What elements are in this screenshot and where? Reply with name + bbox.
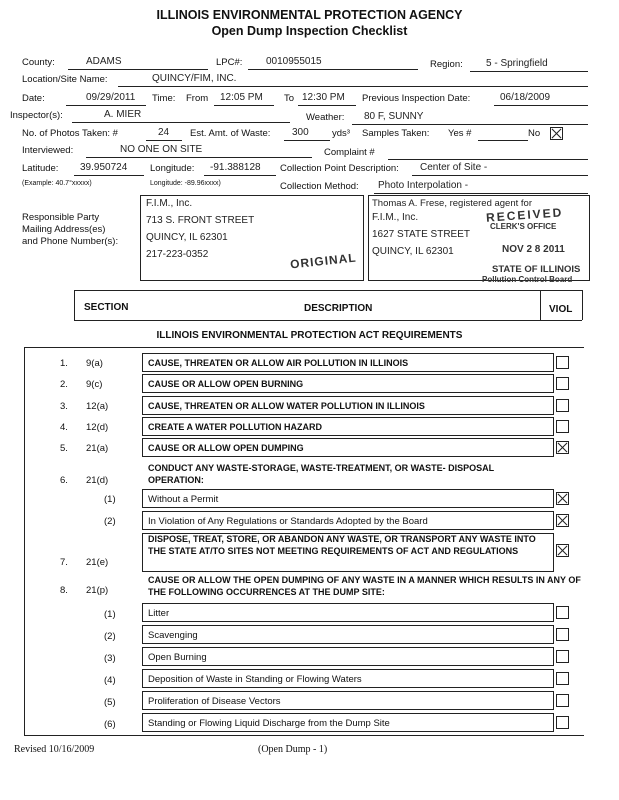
row-2-section: 9(c) bbox=[86, 379, 103, 390]
page-title: Open Dump Inspection Checklist bbox=[211, 24, 408, 38]
date-label: Date: bbox=[22, 93, 45, 104]
weather-value: 80 F, SUNNY bbox=[364, 111, 424, 122]
collection-point-label: Collection Point Description: bbox=[280, 163, 399, 174]
row-8-6-description: Standing or Flowing Liquid Discharge from the Dump Site bbox=[148, 718, 390, 729]
latitude-example bbox=[22, 180, 92, 187]
party2-line-4: QUINCY, IL 62301 bbox=[372, 246, 454, 257]
samples-yes-underline bbox=[478, 140, 528, 141]
row-5-checkbox[interactable] bbox=[556, 441, 569, 454]
collection-method-label: Collection Method: bbox=[280, 181, 359, 192]
row-8-1-box bbox=[142, 603, 554, 622]
agency-name: ILLINOIS ENVIRONMENTAL PROTECTION AGENCY bbox=[156, 8, 463, 22]
party2-line-3: 1627 STATE STREET bbox=[372, 229, 470, 240]
waste-unit: yds³ bbox=[332, 128, 350, 139]
latitude-example-label: (Example: 40.7 bbox=[22, 180, 70, 187]
lpc-value: 0010955015 bbox=[266, 56, 322, 67]
longitude-underline bbox=[204, 175, 276, 176]
previous-inspection-underline bbox=[494, 105, 588, 106]
date-value: 09/29/2011 bbox=[86, 92, 136, 103]
interviewed-label: Interviewed: bbox=[22, 145, 74, 156]
collection-method-value: Photo Interpolation - bbox=[378, 180, 469, 191]
latitude-underline bbox=[74, 175, 144, 176]
row-8-3-description: Open Burning bbox=[148, 652, 207, 663]
row-1-section: 9(a) bbox=[86, 358, 103, 369]
row-7-section: 21(e) bbox=[86, 557, 109, 568]
weather-underline bbox=[352, 124, 588, 125]
row-8-4-description: Deposition of Waste in Standing or Flowing Waters bbox=[148, 674, 362, 685]
board-stamp: Pollution Control Board bbox=[482, 275, 573, 284]
section-column-header: SECTION bbox=[84, 302, 129, 313]
date-underline bbox=[66, 105, 146, 106]
row-6-1-section: (1) bbox=[104, 494, 116, 505]
latitude-value: 39.950724 bbox=[80, 162, 128, 173]
row-8-1-section: (1) bbox=[104, 609, 116, 620]
region-value: 5 - Springfield bbox=[486, 58, 548, 69]
time-to-underline bbox=[298, 105, 356, 106]
row-6-description: CONDUCT ANY WASTE-STORAGE, WASTE-TREATMENT, OR WASTE- DISPOSAL OPERATION: bbox=[148, 463, 495, 485]
row-8-3-checkbox[interactable] bbox=[556, 650, 569, 663]
row-8-2-checkbox[interactable] bbox=[556, 628, 569, 641]
original-stamp: ORIGINAL bbox=[289, 250, 358, 272]
longitude-label: Longitude: bbox=[150, 163, 195, 174]
location-value: QUINCY/FIM, INC. bbox=[152, 73, 237, 84]
row-8-4-section: (4) bbox=[104, 675, 116, 686]
location-label: Location/Site Name: bbox=[22, 74, 108, 85]
previous-inspection-value: 06/18/2009 bbox=[500, 92, 551, 103]
row-6-2-section: (2) bbox=[104, 516, 116, 527]
page-label: (Open Dump - 1) bbox=[258, 744, 328, 755]
row-5-number: 5. bbox=[60, 443, 68, 454]
inspector-label: Inspector(s): bbox=[10, 110, 63, 121]
region-underline bbox=[470, 71, 588, 72]
lpc-label: LPC#: bbox=[216, 57, 243, 68]
county-underline bbox=[68, 69, 208, 70]
party1-line-3: QUINCY, IL 62301 bbox=[146, 232, 228, 243]
row-8-section: 21(p) bbox=[86, 585, 109, 596]
row-8-2-description: Scavenging bbox=[148, 630, 198, 641]
longitude-value: -91.388128 bbox=[210, 162, 261, 173]
party2-line-1: Thomas A. Frese, registered agent for bbox=[372, 198, 532, 209]
row-2-checkbox[interactable] bbox=[556, 377, 569, 390]
row-4-section: 12(d) bbox=[86, 422, 109, 433]
row-8-2-section: (2) bbox=[104, 631, 116, 642]
location-underline bbox=[118, 86, 588, 87]
time-from-underline bbox=[214, 105, 274, 106]
row-3-number: 3. bbox=[60, 401, 68, 412]
complaint-underline bbox=[388, 159, 588, 160]
table-header-top-line bbox=[74, 290, 582, 291]
longitude-example: Longitude: -89.96xxxx) bbox=[150, 180, 221, 187]
state-stamp: STATE OF ILLINOIS bbox=[492, 264, 581, 275]
row-6-1-description: Without a Permit bbox=[148, 494, 219, 505]
row-8-5-checkbox[interactable] bbox=[556, 694, 569, 707]
row-6-2-description: In Violation of Any Regulations or Standards Adopted by the Board bbox=[148, 516, 428, 527]
interviewed-underline bbox=[86, 157, 312, 158]
collection-method-underline bbox=[374, 193, 588, 194]
latitude-label: Latitude: bbox=[22, 163, 59, 174]
received-date-stamp: NOV 2 8 2011 bbox=[502, 244, 565, 255]
row-4-checkbox[interactable] bbox=[556, 420, 569, 433]
responsible-label-1: Responsible Party bbox=[22, 212, 100, 223]
table-header-mid-line bbox=[540, 290, 541, 320]
row-4-description: CREATE A WATER POLLUTION HAZARD bbox=[148, 422, 322, 432]
row-3-description: CAUSE, THREATEN OR ALLOW WATER POLLUTION IN ILLINOIS bbox=[148, 401, 425, 411]
clerk-office-stamp: CLERK'S OFFICE bbox=[490, 222, 557, 231]
row-2-description: CAUSE OR ALLOW OPEN BURNING bbox=[148, 379, 304, 389]
party1-line-4: 217-223-0352 bbox=[146, 249, 209, 260]
row-7-checkbox[interactable] bbox=[556, 544, 569, 557]
viol-column-header: VIOL bbox=[549, 304, 573, 315]
row-5-section: 21(a) bbox=[86, 443, 109, 454]
row-1-checkbox[interactable] bbox=[556, 356, 569, 369]
row-8-4-checkbox[interactable] bbox=[556, 672, 569, 685]
row-8-2-box bbox=[142, 625, 554, 644]
photos-label: No. of Photos Taken: # bbox=[22, 128, 118, 139]
inspector-value: A. MIER bbox=[104, 109, 142, 120]
collection-point-value: Center of Site - bbox=[420, 162, 488, 173]
time-from-label: From bbox=[186, 93, 209, 104]
responsible-label-2: Mailing Address(es) bbox=[22, 224, 106, 235]
photos-value: 24 bbox=[158, 127, 170, 138]
row-6-1-checkbox[interactable] bbox=[556, 492, 569, 505]
time-to-label: To bbox=[284, 93, 295, 104]
samples-label: Samples Taken: bbox=[362, 128, 430, 139]
received-stamp: RECEIVED bbox=[485, 205, 564, 225]
row-8-6-checkbox[interactable] bbox=[556, 716, 569, 729]
description-column-header: DESCRIPTION bbox=[304, 303, 373, 314]
table-header-left-line bbox=[74, 290, 75, 320]
party1-line-1: F.I.M., Inc. bbox=[146, 198, 193, 209]
previous-inspection-label: Previous Inspection Date: bbox=[362, 93, 471, 104]
row-6-number: 6. bbox=[60, 475, 68, 486]
row-7-number: 7. bbox=[60, 557, 68, 568]
row-4-number: 4. bbox=[60, 422, 68, 433]
row-2-number: 2. bbox=[60, 379, 68, 390]
party1-line-2: 713 S. FRONT STREET bbox=[146, 215, 255, 226]
time-to-value: 12:30 PM bbox=[302, 92, 345, 103]
interviewed-value: NO ONE ON SITE bbox=[120, 144, 203, 155]
row-8-5-section: (5) bbox=[104, 697, 116, 708]
row-8-1-description: Litter bbox=[148, 608, 170, 619]
row-3-section: 12(a) bbox=[86, 401, 109, 412]
row-8-6-section: (6) bbox=[104, 719, 116, 730]
row-6-2-checkbox[interactable] bbox=[556, 514, 569, 527]
table-body-top-line bbox=[24, 347, 584, 348]
county-value: ADAMS bbox=[86, 56, 122, 67]
waste-label: Est. Amt. of Waste: bbox=[190, 128, 271, 139]
latitude-example-value: °xxxxx) bbox=[69, 180, 92, 187]
responsible-label-3: and Phone Number(s): bbox=[22, 236, 119, 247]
row-7-description: DISPOSE, TREAT, STORE, OR ABANDON ANY WASTE, OR TRANSPORT ANY WASTE INTO THE STATE AT/TO SITES NOT MEETING REQUIREMENTS OF ACT AND REGULATIONS bbox=[148, 534, 536, 556]
table-subtitle: ILLINOIS ENVIRONMENTAL PROTECTION ACT REQUIREMENTS bbox=[156, 330, 463, 341]
row-8-number: 8. bbox=[60, 585, 68, 596]
row-8-1-checkbox[interactable] bbox=[556, 606, 569, 619]
complaint-label: Complaint # bbox=[324, 147, 375, 158]
waste-value: 300 bbox=[292, 127, 309, 138]
row-8-description: CAUSE OR ALLOW THE OPEN DUMPING OF ANY WASTE IN A MANNER WHICH RESULTS IN ANY OF THE FOLLOWING OCCURRENCES AT THE DUMP SITE: bbox=[148, 575, 581, 597]
table-header-bottom-line bbox=[74, 320, 582, 321]
samples-yes-label: Yes # bbox=[448, 128, 472, 139]
party2-line-2: F.I.M., Inc. bbox=[372, 212, 419, 223]
county-label: County: bbox=[22, 57, 55, 68]
samples-no-checkbox[interactable] bbox=[550, 127, 563, 140]
table-header-right-line bbox=[582, 290, 583, 320]
row-1-description: CAUSE, THREATEN OR ALLOW AIR POLLUTION IN ILLINOIS bbox=[148, 358, 409, 368]
time-label: Time: bbox=[152, 93, 176, 104]
revised-date: Revised 10/16/2009 bbox=[14, 744, 95, 755]
samples-no-label: No bbox=[528, 128, 541, 139]
row-5-description: CAUSE OR ALLOW OPEN DUMPING bbox=[148, 443, 304, 453]
inspector-underline bbox=[72, 122, 290, 123]
row-6-section: 21(d) bbox=[86, 475, 109, 486]
row-1-number: 1. bbox=[60, 358, 68, 369]
weather-label: Weather: bbox=[306, 112, 345, 123]
collection-point-underline bbox=[412, 175, 588, 176]
waste-underline bbox=[284, 140, 330, 141]
photos-underline bbox=[146, 140, 182, 141]
time-from-value: 12:05 PM bbox=[220, 92, 263, 103]
row-8-3-section: (3) bbox=[104, 653, 116, 664]
row-3-checkbox[interactable] bbox=[556, 399, 569, 412]
table-body-bottom-line bbox=[24, 735, 584, 736]
table-body-left-line bbox=[24, 347, 25, 735]
row-8-5-description: Proliferation of Disease Vectors bbox=[148, 696, 281, 707]
region-label: Region: bbox=[430, 59, 463, 70]
lpc-underline bbox=[248, 69, 418, 70]
